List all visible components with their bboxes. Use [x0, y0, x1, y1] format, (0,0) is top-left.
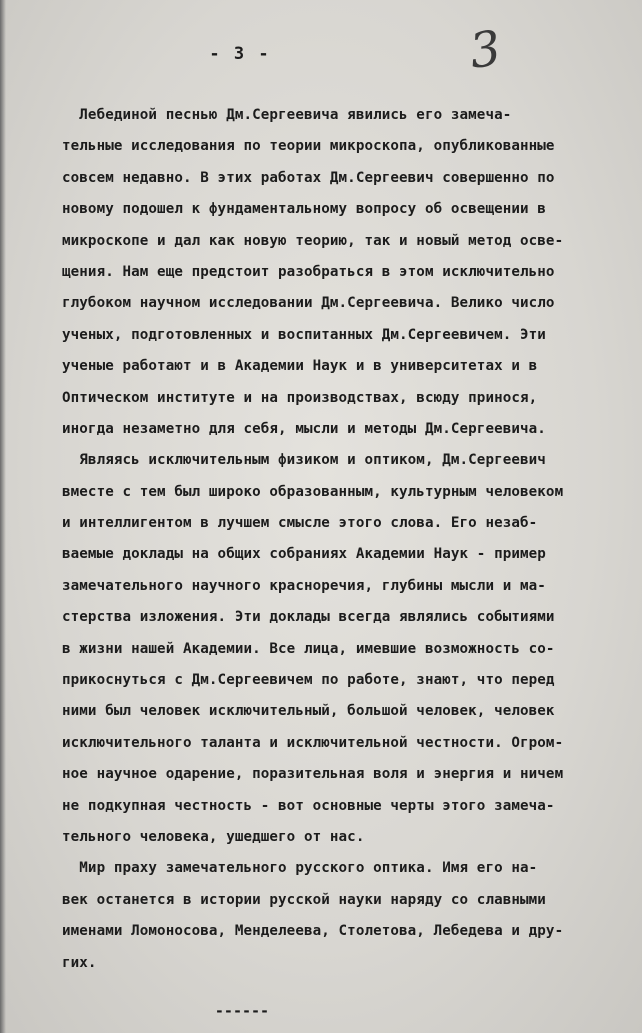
text-line: Лебединой песнью Дм.Сергеевича явились его замеча-: [62, 107, 512, 123]
text-line: Оптическом институте и на производствах, всюду принося,: [62, 389, 538, 406]
text-line: новому подошел к фундаментальному вопросу об освещении в: [62, 201, 546, 218]
text-line: Являясь исключительным физиком и оптиком, Дм.Сергеевич: [62, 452, 546, 469]
text-line: ваемые доклады на общих собраниях Академии Наук - пример: [62, 546, 546, 563]
text-line: ное научное одарение, поразительная воля и энергия и ничем: [62, 766, 564, 783]
text-line: глубоком научном исследовании Дм.Сергеевича. Велико число: [62, 295, 555, 312]
document-body: [62, 100, 642, 979]
text-line: тельного человека, ушедшего от нас.: [62, 828, 365, 845]
text-line: не подкупная честность - вот основные черты этого замеча-: [62, 797, 555, 814]
text-line: исключительного таланта и исключительной честности. Огром-: [62, 734, 564, 751]
page-shadow-edge: [0, 0, 6, 1033]
text-line: и интеллигентом в лучшем смысле этого слова. Его незаб-: [62, 515, 538, 532]
text-line: стерства изложения. Эти доклады всегда являлись событиями: [62, 609, 555, 626]
handwritten-page-number: 3: [466, 20, 505, 80]
text-line: тельные исследования по теории микроскопа, опубликованные: [62, 138, 555, 155]
text-line: именами Ломоносова, Менделеева, Столетова, Лебедева и дру-: [62, 923, 564, 940]
text-line: ними был человек исключительный, большой человек, человек: [62, 703, 555, 720]
text-line: век останется в истории русской науки наряду со славными: [62, 891, 546, 908]
text-line: щения. Нам еще предстоит разобраться в этом исключительно: [62, 263, 555, 280]
end-mark: ------: [214, 1002, 270, 1020]
text-line: ученые работают и в Академии Наук и в университетах и в: [62, 358, 538, 375]
text-line: микроскопе и дал как новую теорию, так и новый метод осве-: [62, 232, 564, 249]
text-line: Мир праху замечательного русского оптика. Имя его на-: [62, 860, 538, 877]
text-line: прикоснуться с Дм.Сергеевичем по работе, знают, что перед: [62, 672, 555, 689]
text-line: совсем недавно. В этих работах Дм.Сергеевич совершенно по: [62, 169, 555, 186]
text-line: в жизни нашей Академии. Все лица, имевшие возможность со-: [62, 640, 555, 657]
text-line: гих.: [62, 954, 97, 971]
text-line: вместе с тем был широко образованным, культурным человеком: [62, 483, 564, 500]
page-number: - 3 -: [209, 44, 271, 64]
text-line: ученых, подготовленных и воспитанных Дм.Сергеевичем. Эти: [62, 326, 546, 343]
text-line: замечательного научного красноречия, глубины мысли и ма-: [62, 577, 546, 594]
text-line: иногда незаметно для себя, мысли и методы Дм.Сергеевича.: [62, 420, 546, 437]
